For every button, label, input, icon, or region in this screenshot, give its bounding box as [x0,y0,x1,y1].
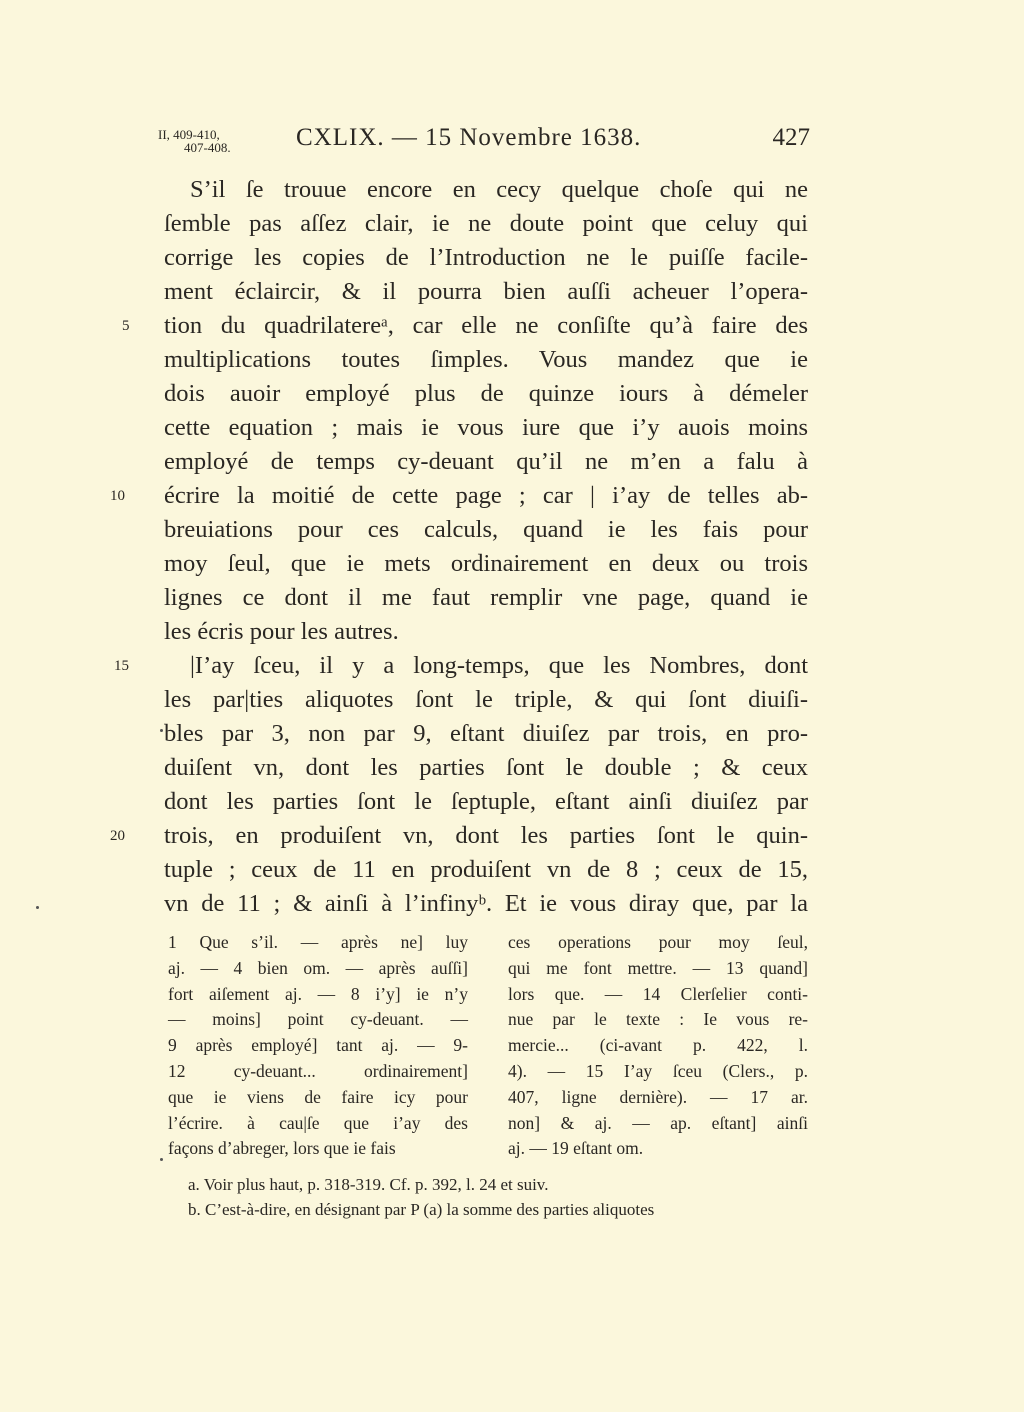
text-line: dont les parties ſont le ſeptuple, eſtant ainſi diuiſez par [164,788,808,815]
variant-line: fort aiſement aj. — 8 i’y] ie n’y [168,983,468,1004]
variant-line: aj. — 19 eſtant om. [508,1138,644,1159]
letter-heading: CXLIX. — 15 Novembre 1638. [296,124,642,151]
text-line: vn de 11 ; & ainſi à l’infinyᵇ. Et ie vous diray que, par la [164,890,808,917]
page-number: 427 [772,124,810,151]
text-line: tuple ; ceux de 11 en produiſent vn de 8 ; ceux de 15, [164,856,808,883]
variant-line: non] & aj. — ap. eſtant] ainſi [508,1112,808,1133]
line-number: 10 [110,488,125,504]
variant-line: l’écrire. à cau|ſe que i’ay des [168,1112,468,1133]
text-line: écrire la moitié de cette page ; car | i’ay de telles ab- [164,482,808,509]
text-line: cette equation ; mais ie vous iure que i’y auois moins [164,414,808,441]
text-line: bles par 3, non par 9, eſtant diuiſez par trois, en pro- [164,720,808,747]
line-number: 15 [114,658,129,674]
text-line: S’il ſe trouue encore en cecy quelque choſe qui ne [190,176,808,203]
edition-references [158,128,231,154]
line-number: 5 [122,318,130,334]
text-line: tion du quadrilatereᵃ, car elle ne conſiſte qu’à faire des [164,312,808,339]
variant-line: 407, ligne dernière). — 17 ar. [508,1086,808,1107]
footnotes [188,1172,810,1222]
running-header [150,120,810,160]
footnote: b. C’est-à-dire, en désignant par P (a) la somme des parties aliquotes [188,1200,655,1219]
variant-line: — moins] point cy-deuant. — [168,1009,468,1030]
variant-line: 4). — 15 I’ay ſceu (Clers., p. [508,1060,808,1081]
text-line: lignes ce dont il me faut remplir vne page, quand ie [164,584,808,611]
text-line: les écris pour les autres. [164,618,399,645]
variant-line: 1 Que s’il. — après ne] luy [168,932,468,952]
text-line: moy ſeul, que ie mets ordinairement en deux ou trois [164,550,808,577]
edition-ref-line: II, 409-410, [158,127,220,142]
print-speck [36,906,39,909]
text-line: duiſent vn, dont les parties ſont le double ; & ceux [164,754,808,781]
text-line: les par|ties aliquotes ſont le triple, & qui ſont diuiſi- [164,686,808,713]
text-line: employé de temps cy-deuant qu’il ne m’en a falu à [164,448,808,475]
line-number: 20 [110,828,125,844]
variant-column-left [168,930,468,1162]
variant-line: façons d’abreger, lors que ie fais [168,1138,396,1159]
letter-body [164,173,808,921]
variant-line: qui me font mettre. — 13 quand] [508,957,808,978]
text-line: breuiations pour ces calculs, quand ie les fais pour [164,516,808,543]
text-line: |I’ay ſceu, il y a long-temps, que les Nombres, dont [190,652,808,679]
text-line: ſemble pas aſſez clair, ie ne doute point que celuy qui [164,210,808,237]
text-line: dois auoir employé plus de quinze iours à démeler [164,380,808,407]
footnote: a. Voir plus haut, p. 318-319. Cf. p. 392, l. 24 et suiv. [188,1175,549,1194]
text-line: trois, en produiſent vn, dont les parties ſont le quin- [164,822,808,849]
variant-line: ces operations pour moy ſeul, [508,932,808,952]
variant-line: nue par le texte : Ie vous re- [508,1009,808,1030]
variant-line: mercie... (ci-avant p. 422, l. [508,1035,808,1056]
text-line: multiplications toutes ſimples. Vous mandez que ie [164,346,808,373]
variant-column-right [508,930,808,1162]
text-line: ment éclaircir, & il pourra bien auſſi acheuer l’opera- [164,278,808,305]
print-speck [160,1158,163,1161]
variant-line: aj. — 4 bien om. — après auſſi] [168,957,468,978]
edition-ref-line: 407-408. [184,140,231,155]
print-speck [160,729,163,732]
variant-line: 12 cy-deuant... ordinairement] [168,1060,468,1081]
variant-line: lors que. — 14 Clerſelier conti- [508,983,808,1004]
variant-line: 9 après employé] tant aj. — 9- [168,1035,468,1056]
text-line: corrige les copies de l’Introduction ne le puiſſe facile- [164,244,808,271]
variant-line: que ie viens de faire icy pour [168,1086,468,1107]
